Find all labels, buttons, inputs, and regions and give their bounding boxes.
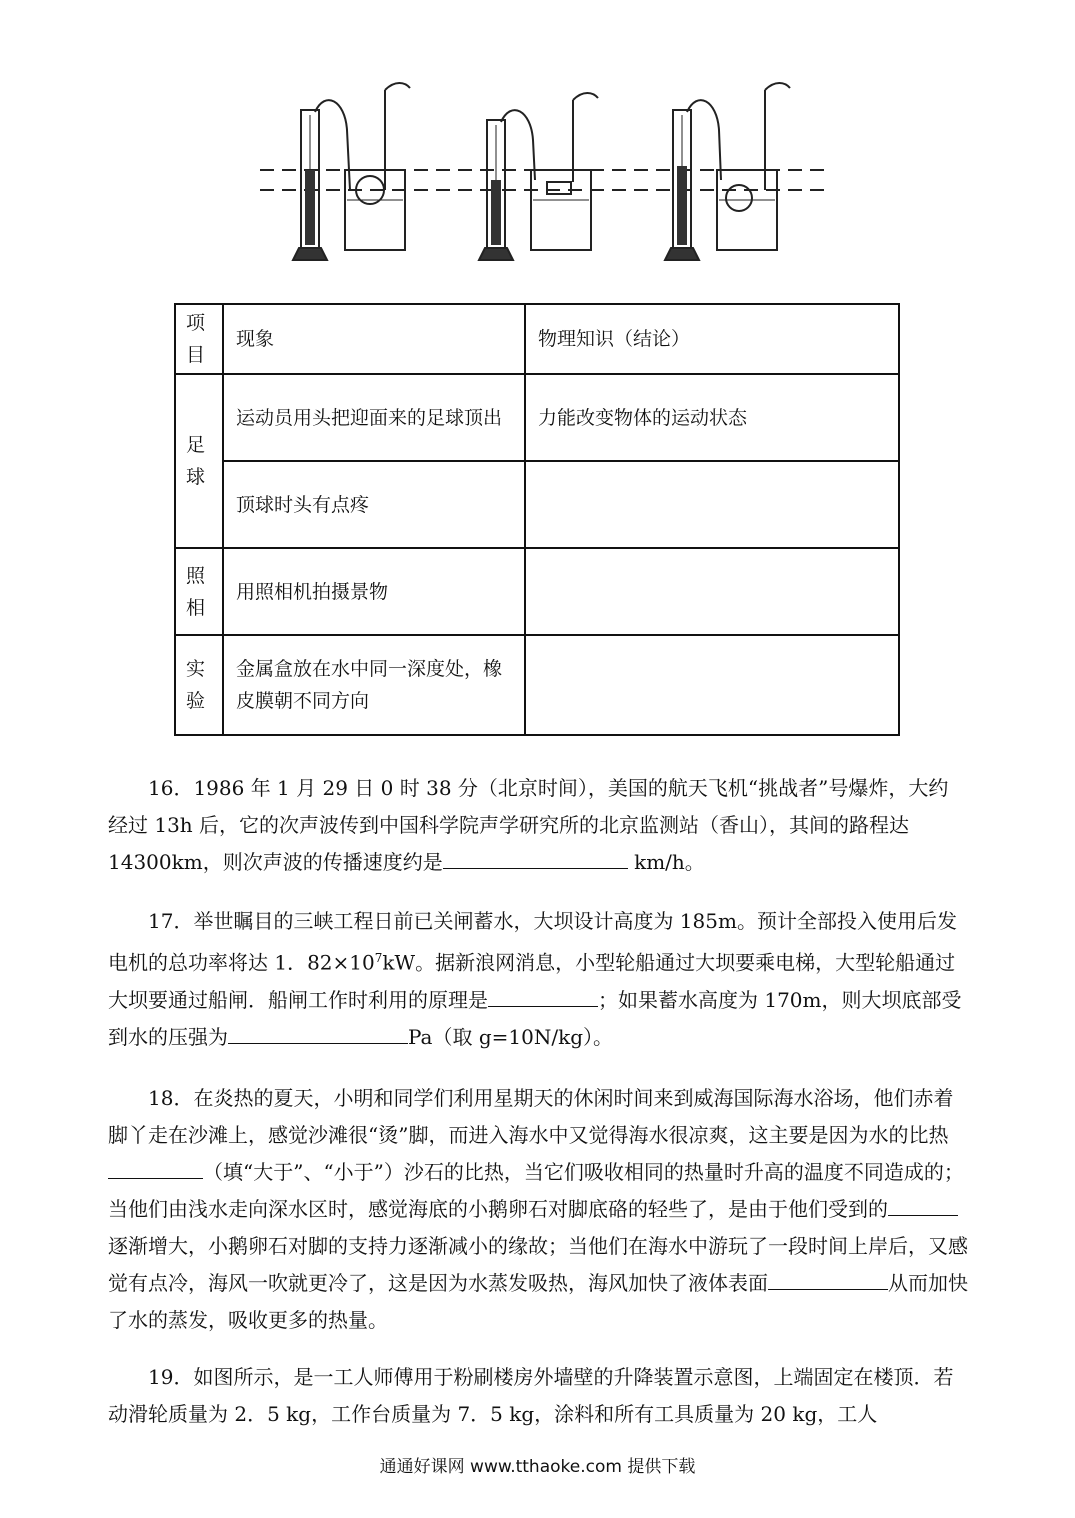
q17-blank-2[interactable]: [228, 1021, 408, 1044]
row-knowledge: 力能改变物体的运动状态: [525, 374, 899, 461]
table-header-row: [175, 304, 899, 374]
question-18: [108, 1080, 968, 1339]
q18-text3: 逐渐增大，小鹅卵石对脚的支持力逐渐减小的缘故；当他们在海水中游玩了一段时间上岸后，又感觉有点冷，海风一吹就更冷了，这是因为水蒸发吸热，海风加快了液体表面: [108, 1234, 968, 1295]
table-row: [175, 461, 899, 548]
header-item: 项目: [175, 304, 223, 374]
table-row: [175, 635, 899, 735]
table-row: [175, 548, 899, 635]
row-knowledge: [525, 461, 899, 548]
q18-text4: 从而加快了水的蒸发，吸收更多的热量。: [108, 1271, 968, 1332]
q17-exponent: 7: [374, 951, 383, 965]
q19-text: 19．如图所示，是一工人师傅用于粉刷楼房外墙壁的升降装置示意图，上端固定在楼顶．若动滑轮质量为 2．5 kg，工作台质量为 7．5 kg，涂料和所有工具质量为 20 kg，工人: [108, 1365, 954, 1426]
row-phenomenon: 顶球时头有点疼: [223, 461, 525, 548]
q18-blank-2[interactable]: [888, 1193, 958, 1216]
row-knowledge: [525, 635, 899, 735]
row-phenomenon: 用照相机拍摄景物: [223, 548, 525, 635]
row-phenomenon: 金属盒放在水中同一深度处，橡皮膜朝不同方向: [223, 635, 525, 735]
question-16: [108, 770, 968, 881]
q16-text: 16．1986 年 1 月 29 日 0 时 38 分（北京时间），美国的航天飞机“挑战者”号爆炸，大约经过 13h 后，它的次声波传到中国科学院声学研究所的北京监测站（香山），其间的路程达 14300km，则次声波的传播速度约是: [108, 776, 949, 874]
q18-blank-3[interactable]: [768, 1267, 888, 1290]
q17-text2: kW。据新浪网消息，小型轮船通过大坝要乘电梯，大型轮船通过大坝要通过船闸．船闸工作时利用的原理是: [108, 950, 956, 1012]
q17-text4: Pa（取 g=10N/kg）。: [408, 1024, 614, 1049]
setup-1: [293, 83, 410, 260]
row-knowledge: [525, 548, 899, 635]
q17-blank-1[interactable]: [488, 984, 598, 1007]
q18-text1: 18．在炎热的夏天，小明和同学们利用星期天的休闲时间来到威海国际海水浴场，他们赤着脚丫走在沙滩上，感觉沙滩很“烫”脚，而进入海水中又觉得海水很凉爽，这主要是因为水的比热: [108, 1086, 954, 1147]
q18-text2: （填“大于”、“小于”）沙石的比热，当它们吸收相同的热量时升高的温度不同造成的；当他们由浅水走向深水区时，感觉海底的小鹅卵石对脚底硌的轻些了，是由于他们受到的: [108, 1160, 964, 1221]
row-category: 足球: [175, 374, 223, 548]
q17-text3: ；如果蓄水高度为 170m，则大坝底部受到水的压强为: [108, 987, 962, 1049]
row-category: 实验: [175, 635, 223, 735]
table-row: [175, 374, 899, 461]
question-19: [108, 1359, 968, 1433]
q17-text1: 17．举世瞩目的三峡工程日前已关闸蓄水，大坝设计高度为 185m。预计全部投入使用后发电机的总功率将达 1．82×10: [108, 909, 957, 975]
header-knowledge: 物理知识（结论）: [525, 304, 899, 374]
header-phenomenon: 现象: [223, 304, 525, 374]
q18-blank-1[interactable]: [108, 1156, 203, 1179]
q16-blank[interactable]: [443, 846, 628, 869]
page-footer: 通通好课网 www.tthaoke.com 提供下载: [379, 1457, 696, 1477]
setup-3: [665, 83, 790, 260]
row-phenomenon: 运动员用头把迎面来的足球顶出: [223, 374, 525, 461]
row-category: 照相: [175, 548, 223, 635]
physics-table: [174, 303, 900, 736]
pressure-gauge-figure: [255, 70, 835, 270]
question-17: [108, 903, 968, 1056]
q16-unit: km/h。: [627, 850, 705, 874]
setup-2: [479, 93, 598, 260]
